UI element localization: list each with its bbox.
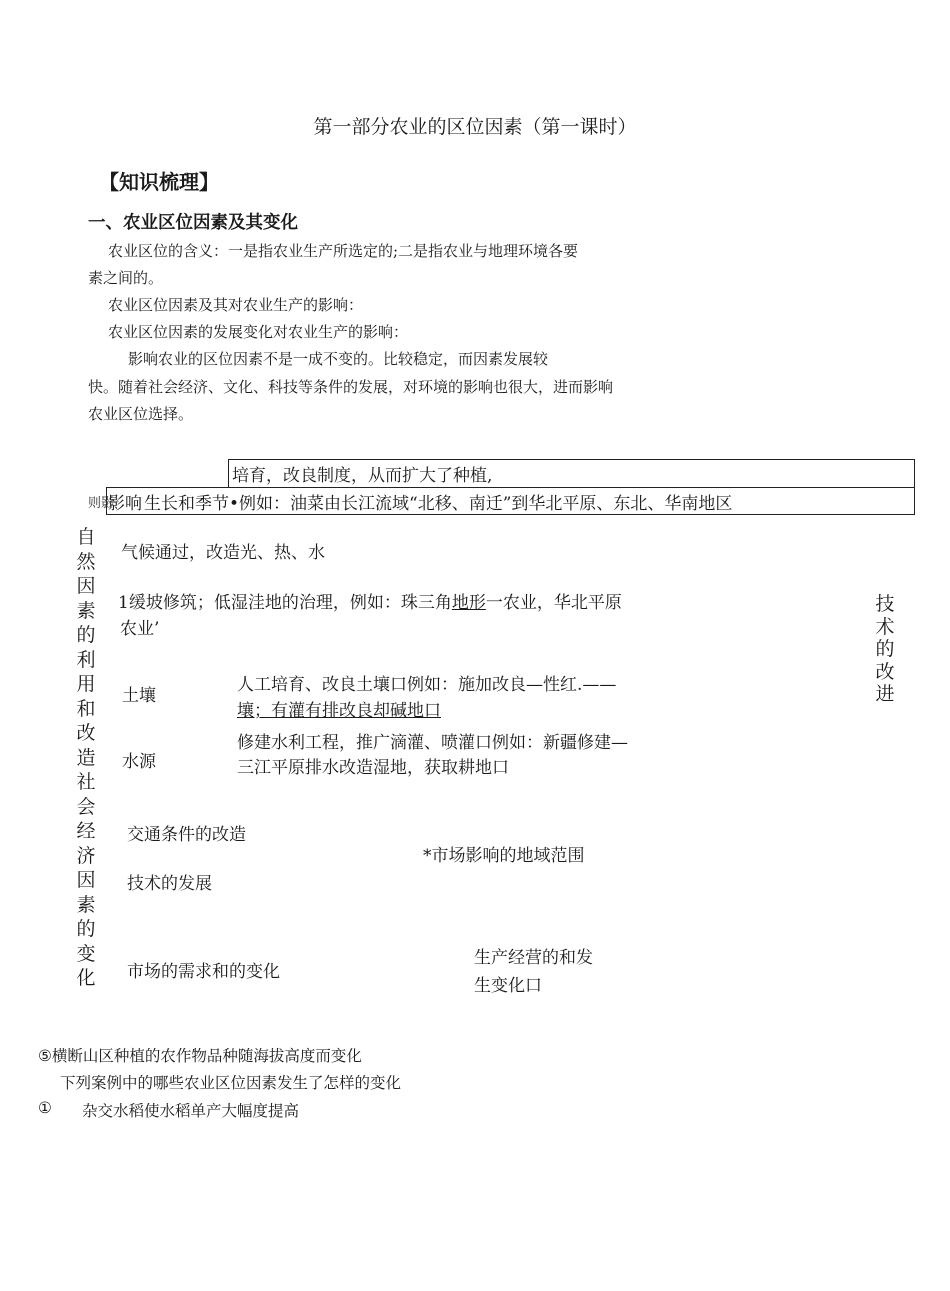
page-title: 第一部分农业的区位因素（第一课时） bbox=[313, 116, 637, 138]
list-item-1-number: ① bbox=[38, 1099, 52, 1117]
diagram-overlap-text: 则影 bbox=[88, 496, 115, 511]
paragraph-definition-line2: 素之间的。 bbox=[88, 269, 164, 287]
diagram-water-line2: 三江平原排水改造湿地，获取耕地口 bbox=[237, 758, 509, 778]
paragraph-factors-change: 农业区位因素的发展变化对农业生产的影响： bbox=[108, 323, 409, 341]
diagram-terrain-line1-a: 1缓坡修筑；低湿洼地的治理，例如：珠三角 bbox=[118, 593, 452, 613]
diagram-water-label: 水源 bbox=[122, 752, 156, 772]
diagram-terrain-line1 bbox=[118, 588, 622, 613]
diagram-box-influence-text: 生长和季节•例如：油菜由长江流域“北移、南迁”到华北平原、东北、华南地区 bbox=[144, 494, 733, 514]
list-item-5: ⑤横断山区种植的农作物品种随海拔高度而变化 bbox=[38, 1047, 362, 1065]
section-heading-knowledge: 【知识梳理】 bbox=[99, 170, 219, 194]
diagram-terrain-line2: 农业’ bbox=[120, 619, 160, 639]
diagram-climate: 气候通过，改造光、热、水 bbox=[121, 543, 325, 563]
diagram-transport: 交通条件的改造 bbox=[127, 825, 246, 845]
diagram-box-influence-prefix: 影响 bbox=[108, 494, 142, 514]
diagram-market-scope: *市场影响的地域范围 bbox=[423, 846, 585, 866]
diagram-water-line1: 修建水利工程，推广滴灌、喷灌口例如：新疆修建— bbox=[237, 733, 628, 753]
diagram-terrain-keyword: 地形 bbox=[451, 593, 486, 613]
list-item-1-text: 杂交水稻使水稻单产大幅度提高 bbox=[82, 1102, 300, 1120]
diagram-soil-line2: 壤；有灌有排改良却碱地口 bbox=[237, 701, 441, 721]
paragraph-factors-influence: 农业区位因素及其对农业生产的影响： bbox=[108, 296, 364, 314]
diagram-tech-development: 技术的发展 bbox=[127, 874, 212, 894]
question-prompt: 下列案例中的哪些农业区位因素发生了怎样的变化 bbox=[60, 1074, 402, 1092]
paragraph-explanation-line2: 快。随着社会经济、文化、科技等条件的发展，对环境的影响也很大，进而影响 bbox=[88, 378, 614, 396]
diagram-terrain-line1-c: 一农业，华北平原 bbox=[485, 593, 622, 613]
paragraph-definition-line1: 农业区位的含义：一是指农业生产所选定的;二是指农业与地理环境各要 bbox=[108, 242, 579, 260]
diagram-production-line1: 生产经营的和发 bbox=[474, 948, 593, 968]
section-heading-1: 一、农业区位因素及其变化 bbox=[88, 213, 298, 233]
vertical-label-natural-social: 自然因素的利用和改造社会经济因素的变化 bbox=[76, 526, 96, 989]
diagram-soil-label: 土壤 bbox=[122, 686, 156, 706]
paragraph-explanation-line3: 农业区位选择。 bbox=[88, 405, 194, 423]
vertical-label-tech-improve: 技术的改进 bbox=[875, 593, 895, 701]
diagram-box-breeding-text: 培育，改良制度，从而扩大了种植, bbox=[232, 466, 493, 486]
diagram-soil-line1: 人工培育、改良土壤口例如：施加改良—性红.—— bbox=[237, 675, 617, 695]
paragraph-explanation-line1: 影响农业的区位因素不是一成不变的。比较稳定，而因素发展较 bbox=[128, 350, 549, 368]
diagram-production-line2: 生变化口 bbox=[474, 976, 542, 996]
diagram-market-demand: 市场的需求和的变化 bbox=[127, 962, 280, 982]
